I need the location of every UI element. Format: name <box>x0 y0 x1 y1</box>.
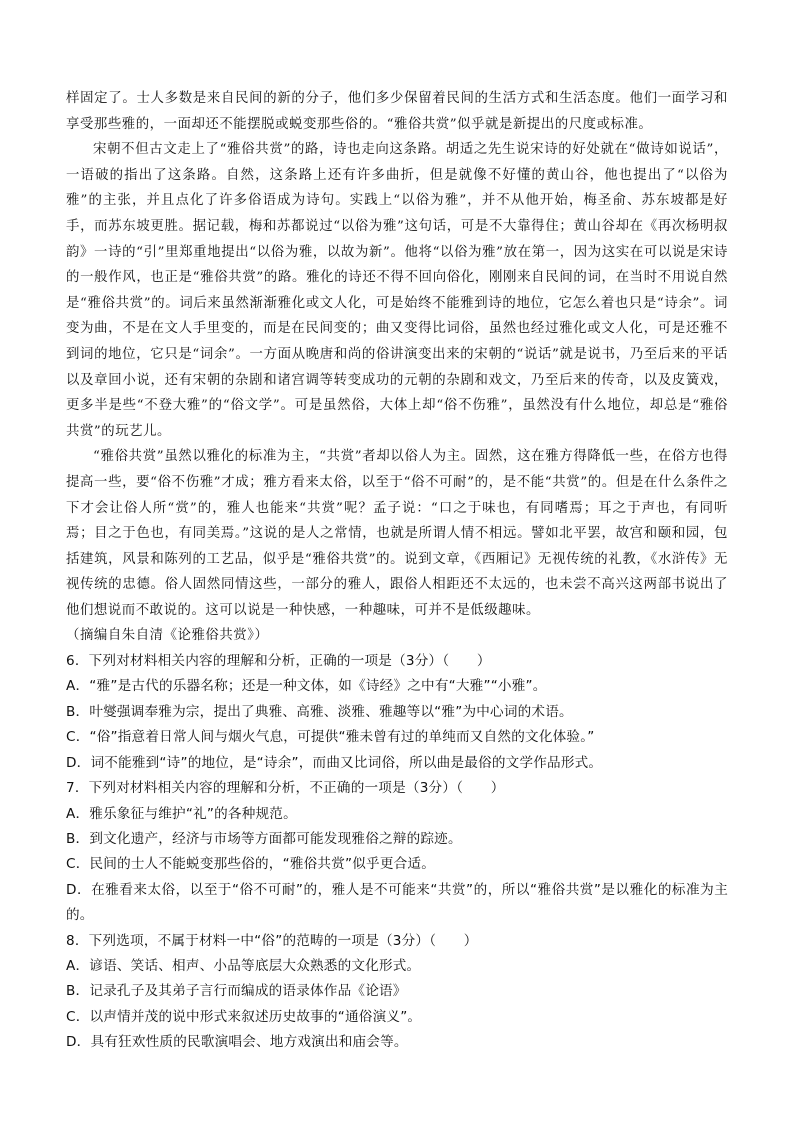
reading-passage <box>66 86 728 649</box>
passage-paragraph-3: “雅俗共赏”虽然以雅化的标准为主，“共赏”者却以俗人为主。固然，这在雅方得降低一些，在俗方也得提高一些，要“俗不伤雅”才成；雅方看来太俗，以至于“俗不可耐”的，是不能“共赏”的。但是在什么条件之下才会让俗人所“赏”的，雅人也能来“共赏”呢？孟子说：“口之于味也，有同嗜焉；耳之于声也，有同听焉；目之于色也，有同美焉。”这说的是人之常情，也就是所谓人情不相远。譬如北平罢，故宫和颐和园，包括建筑，风景和陈列的工艺品，似乎是“雅俗共赏”的。说到文章，《西厢记》无视传统的礼教，《水浒传》无视传统的忠德。俗人固然同情这些，一部分的雅人，跟俗人相距还不太远的，也未尝不高兴这两部书说出了他们想说而不敢说的。这可以说是一种快感，一种趣味，可并不是低级趣味。 <box>66 449 728 618</box>
question-option: B．叶燮强调奉雅为宗，提出了典雅、高雅、淡雅、雅趣等以“雅”为中心词的术语。 <box>66 703 573 720</box>
question-8 <box>66 929 728 1056</box>
passage-paragraph-1: 样固定了。士人多数是来自民间的新的分子，他们多少保留着民间的生活方式和生活态度。他们一面学习和享受那些雅的，一面却还不能摆脱或蜕变那些俗的。“雅俗共赏”似乎就是新提出的尺度或标准。 <box>66 91 728 132</box>
question-option: D．具有狂欢性质的民歌演唱会、地方戏演出和庙会等。 <box>66 1034 408 1051</box>
passage-source: （摘编自朱自清《论雅俗共赏》） <box>66 628 269 644</box>
question-stem: 6．下列对材料相关内容的理解和分析，正确的一项是（3分）（ ） <box>66 653 491 670</box>
question-stem: 8．下列选项，不属于材料一中“俗”的范畴的一项是（3分）（ ） <box>66 932 478 949</box>
question-7 <box>66 776 728 928</box>
question-option: C．民间的士人不能蜕变那些俗的，“雅俗共赏”似乎更合适。 <box>66 856 436 873</box>
question-option: D．词不能雅到“诗”的地位，是“诗余”，而曲又比词俗，所以曲是最俗的文学作品形式。 <box>66 754 603 771</box>
question-6 <box>66 649 728 776</box>
question-option: D．在雅看来太俗，以至于“俗不可耐”的，雅人是不可能来“共赏”的，所以“雅俗共赏”是以雅化的标准为主的。 <box>66 881 728 924</box>
question-option: A．谚语、笑话、相声、小品等底层大众熟悉的文化形式。 <box>66 957 421 974</box>
passage-paragraph-2: 宋朝不但古文走上了“雅俗共赏”的路，诗也走向这条路。胡适之先生说宋诗的好处就在“做诗如说话”，一语破的指出了这条路。自然，这条路上还有许多曲折，但是就像不好懂的黄山谷，他也提出了“以俗为雅”的主张，并且点化了许多俗语成为诗句。实践上“以俗为雅”，并不从他开始，梅圣俞、苏东坡都是好手，而苏东坡更胜。据记载，梅和苏都说过“以俗为雅”这句话，可是不大靠得住；黄山谷却在《再次杨明叔韵》一诗的“引”里郑重地提出“以俗为雅，以故为新”。他将“以俗为雅”放在第一，因为这实在可以说是宋诗的一般作风，也正是“雅俗共赏”的路。雅化的诗还不得不回向俗化，刚刚来自民间的词，在当时不用说自然是“雅俗共赏”的。词后来虽然渐渐雅化或文人化，可是始终不能雅到诗的地位，它怎么着也只是“诗余”。词变为曲，不是在文人手里变的，而是在民间变的；曲又变得比词俗，虽然也经过雅化或文人化，可是还雅不到词的地位，它只是“词余”。一方面从晚唐和尚的俗讲演变出来的宋朝的“说话”就是说书，乃至后来的平话以及章回小说，还有宋朝的杂剧和诸宫调等转变成功的元朝的杂剧和戏文，乃至后来的传奇，以及皮簧戏，更多半是些“不登大雅”的“俗文学”。可是虽然俗，大体上却“俗不伤雅”，虽然没有什么地位，却总是“雅俗共赏”的玩艺儿。 <box>66 142 728 439</box>
question-stem: 7．下列对材料相关内容的理解和分析，不正确的一项是（3分）（ ） <box>66 780 505 797</box>
question-option: C．以声情并茂的说中形式来叙述历史故事的“通俗演义”。 <box>66 1008 422 1025</box>
question-option: B．到文化遗产，经济与市场等方面都可能发现雅俗之辩的踪迹。 <box>66 830 462 847</box>
question-list <box>66 649 728 1056</box>
question-option: A．雅乐象征与维护“礼”的各种规范。 <box>66 805 297 822</box>
question-option: A．“雅”是古代的乐器名称；还是一种文体，如《诗经》之中有“大雅”“小雅”。 <box>66 678 547 695</box>
question-option: C．“俗”指意着日常人间与烟火气息，可提供“雅未曾有过的单纯而又自然的文化体验。” <box>66 729 595 746</box>
question-option: B．记录孔子及其弟子言行而编成的语录体作品《论语》 <box>66 983 407 1000</box>
